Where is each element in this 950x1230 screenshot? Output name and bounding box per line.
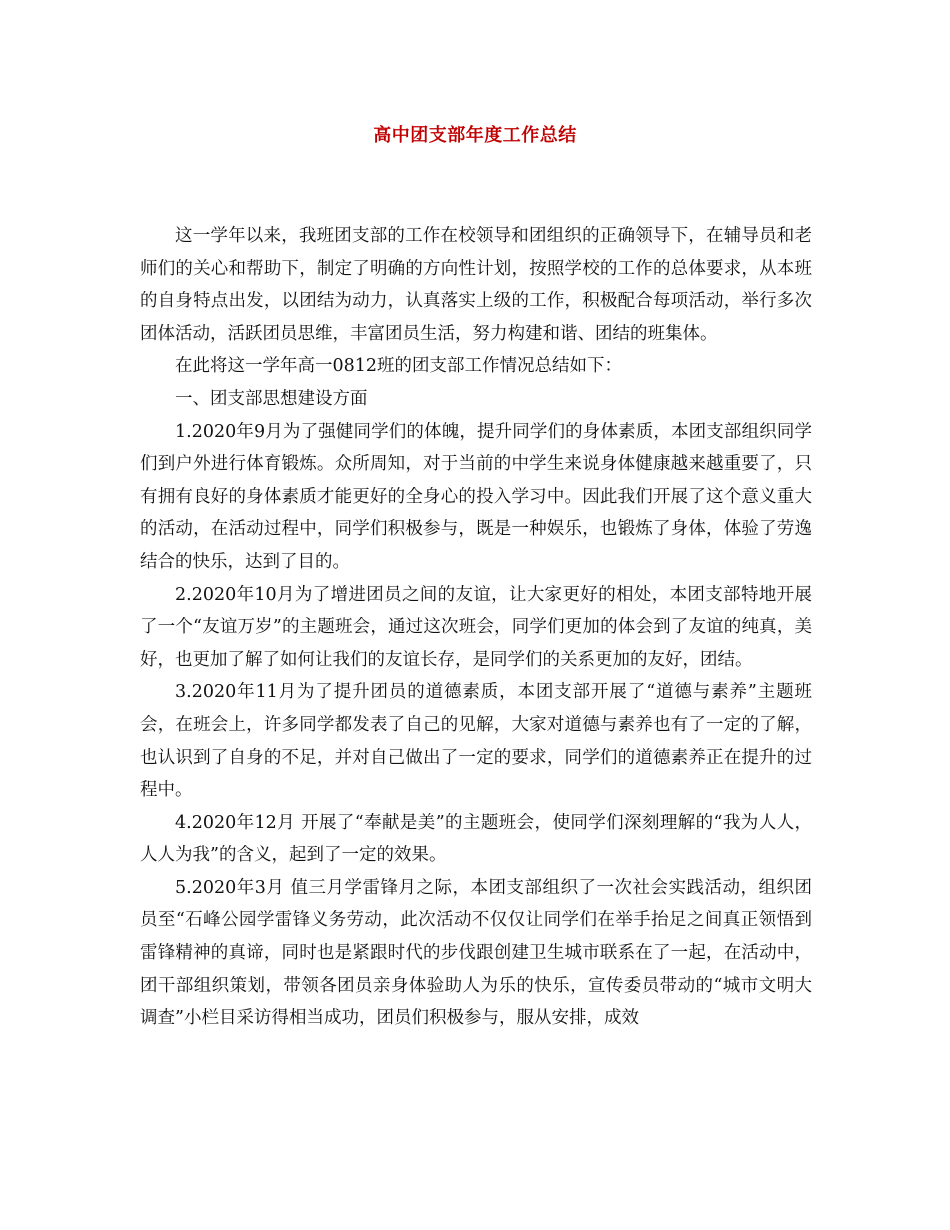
- paragraph-item-3: 3.2020年11月为了提升团员的道德素质，本团支部开展了“道德与素养”主题班会，在班会上，许多同学都发表了自己的见解，大家对道德与素养也有了一定的了解，也认识到了自身的不足，并对自己做出了一定的要求，同学们的道德素养正在提升的过程中。: [140, 682, 812, 801]
- paragraph-item-1: 1.2020年9月为了强健同学们的体魄，提升同学们的身体素质，本团支部组织同学们到户外进行体育锻炼。众所周知，对于当前的中学生来说身体健康越来越重要了，只有拥有良好的身体素质才能更好的全身心的投入学习中。因此我们开展了这个意义重大的活动，在活动过程中，同学们积极参与，既是一种娱乐，也锻炼了身体，体验了劳逸结合的快乐，达到了目的。: [140, 421, 812, 572]
- document-title: 高中团支部年度工作总结: [373, 125, 577, 146]
- paragraph-intro: 这一学年以来，我班团支部的工作在校领导和团组织的正确领导下，在辅导员和老师们的关心和帮助下，制定了明确的方向性计划，按照学校的工作的总体要求，从本班的自身特点出发，以团结为动力，认真落实上级的工作，积极配合每项活动，举行多次团体活动，活跃团员思维，丰富团员生活，努力构建和谐、团结的班集体。: [140, 226, 812, 344]
- paragraph-item-5: 5.2020年3月 值三月学雷锋月之际，本团支部组织了一次社会实践活动，组织团员至“石峰公园学雷锋义务劳动，此次活动不仅仅让同学们在举手抬足之间真正领悟到雷锋精神的真谛，同时也是紧跟时代的步伐跟创建卫生城市联系在了一起，在活动中，团干部组织策划，带领各团员亲身体验助人为乐的快乐，宣传委员带动的“城市文明大调查”小栏目采访得相当成功，团员们积极参与，服从安排，成效: [140, 877, 812, 1029]
- paragraph-item-2: 2.2020年10月为了增进团员之间的友谊，让大家更好的相处，本团支部特地开展了一个“友谊万岁”的主题班会，通过这次班会，同学们更加的体会到了友谊的纯真，美好，也更加了解了如何让我们的友谊长存，是同学们的关系更加的友好，团结。: [140, 584, 812, 670]
- section-heading-ideology: 一、团支部思想建设方面: [175, 388, 368, 409]
- paragraph-item-4: 4.2020年12月 开展了“奉献是美”的主题班会，使同学们深刻理解的“我为人人，人人为我”的含义，起到了一定的效果。: [140, 812, 812, 866]
- document-body: [140, 220, 812, 1035]
- paragraph-summary-lead: 在此将这一学年高一0812班的团支部工作情况总结如下：: [175, 356, 623, 377]
